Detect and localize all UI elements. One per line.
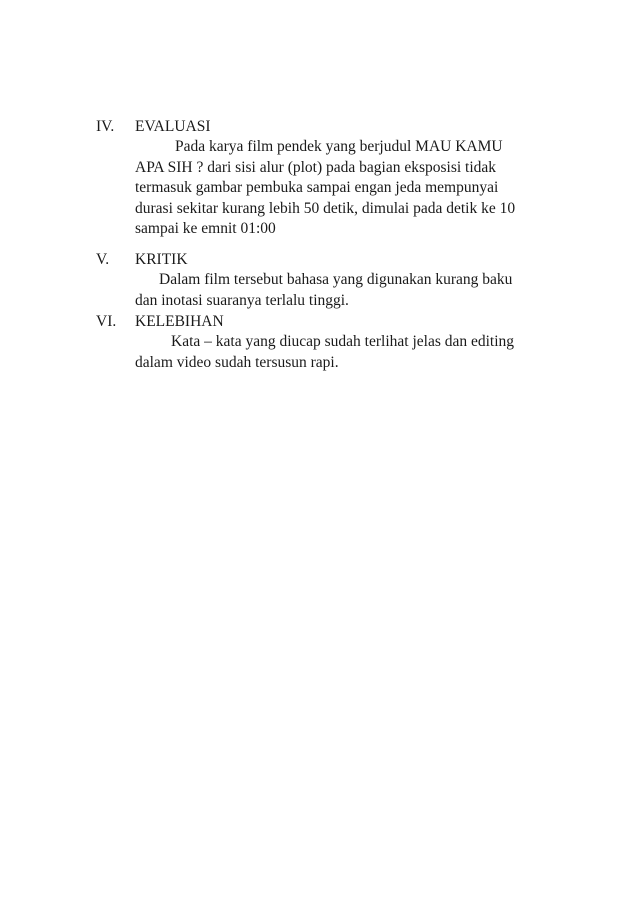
section-numeral: VI. xyxy=(96,313,117,330)
section-kritik xyxy=(96,250,566,311)
paragraph-line: durasi sekitar kurang lebih 50 detik, dimulai pada detik ke 10 xyxy=(135,199,516,217)
paragraph-line: sampai ke emnit 01:00 xyxy=(135,220,276,238)
paragraph-line: dan inotasi suaranya terlalu tinggi. xyxy=(135,291,349,309)
paragraph-line: APA SIH ? dari sisi alur (plot) pada bagian eksposisi tidak xyxy=(135,158,497,176)
section-title: EVALUASI xyxy=(135,118,211,135)
paragraph-line: termasuk gambar pembuka sampai engan jeda mempunyai xyxy=(135,179,499,197)
section-title: KRITIK xyxy=(135,251,188,268)
paragraph-line: Pada karya film pendek yang berjudul MAU KAMU xyxy=(175,138,503,155)
section-kelebihan xyxy=(96,312,566,373)
section-paragraph xyxy=(135,270,566,311)
section-heading xyxy=(96,312,566,332)
section-paragraph xyxy=(135,332,566,373)
section-numeral: V. xyxy=(96,251,110,268)
section-evaluasi xyxy=(96,117,566,240)
section-numeral: IV. xyxy=(96,118,115,135)
section-paragraph xyxy=(135,137,566,240)
section-heading xyxy=(96,250,566,270)
section-title: KELEBIHAN xyxy=(135,313,224,330)
paragraph-line: dalam video sudah tersusun rapi. xyxy=(135,353,339,371)
section-heading xyxy=(96,117,566,137)
paragraph-line: Kata – kata yang diucap sudah terlihat jelas dan editing xyxy=(171,333,515,350)
paragraph-line: Dalam film tersebut bahasa yang digunakan kurang baku xyxy=(159,271,513,288)
